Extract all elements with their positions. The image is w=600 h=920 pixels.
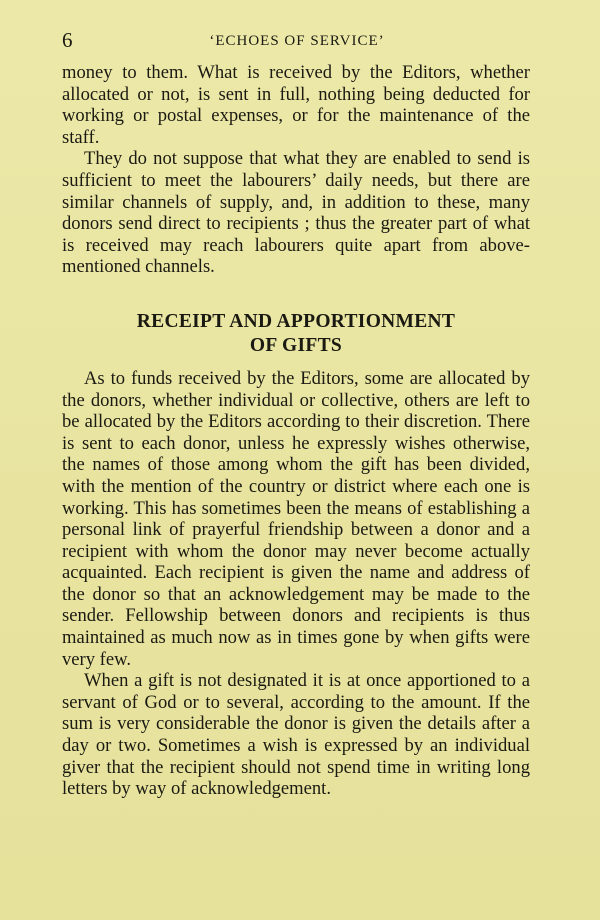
paragraph-continued: money to them. What is received by the Editors, whether allocated or not, is sent in full, nothing being deducted for working or postal expenses, or for the maintenance of the staff. xyxy=(62,62,530,148)
section-heading-line: RECEIPT AND APPORTIONMENT xyxy=(136,310,456,332)
paragraph: As to funds received by the Editors, some are allocated by the donors, whether individual or collective, others are left to be allocated by the Editors according to their discretion. There is sent to each donor, unless he expressly wishes otherwise, the names of those among whom the gift has been divided, with the mention of the country or district where each one is working. This has sometimes been the means of establishing a personal link of prayerful friendship between a donor and a recipient with whom the donor may never become actually acquainted. Each recipient is given the name and address of the donor so that an acknowledgement may be made to the sender. Fellowship between donors and recipients is thus maintained as much now as in times gone by when gifts were very few. xyxy=(62,367,530,670)
page-number: 6 xyxy=(62,28,73,52)
section-heading-line: OF GIFTS xyxy=(249,334,343,356)
page-header xyxy=(62,26,532,56)
running-title: ‘ECHOES OF SERVICE’ xyxy=(209,33,385,49)
paragraph: They do not suppose that what they are enabled to send is sufficient to meet the labourers’ daily needs, but there are similar channels of supply, and, in addition to these, many donors send direct to recipients ; thus the greater part of what is received may reach labourers quite apart from above-mentioned channels. xyxy=(62,148,530,278)
paragraph: When a gift is not designated it is at once apportioned to a servant of God or to several, according to the amount. If the sum is very considerable the donor is given the details after a day or two. Sometimes a wish is expressed by an individual giver that the recipient should not spend time in writing long letters by way of acknowledgement. xyxy=(62,670,530,800)
body-text xyxy=(62,62,530,800)
section-heading xyxy=(62,278,530,368)
